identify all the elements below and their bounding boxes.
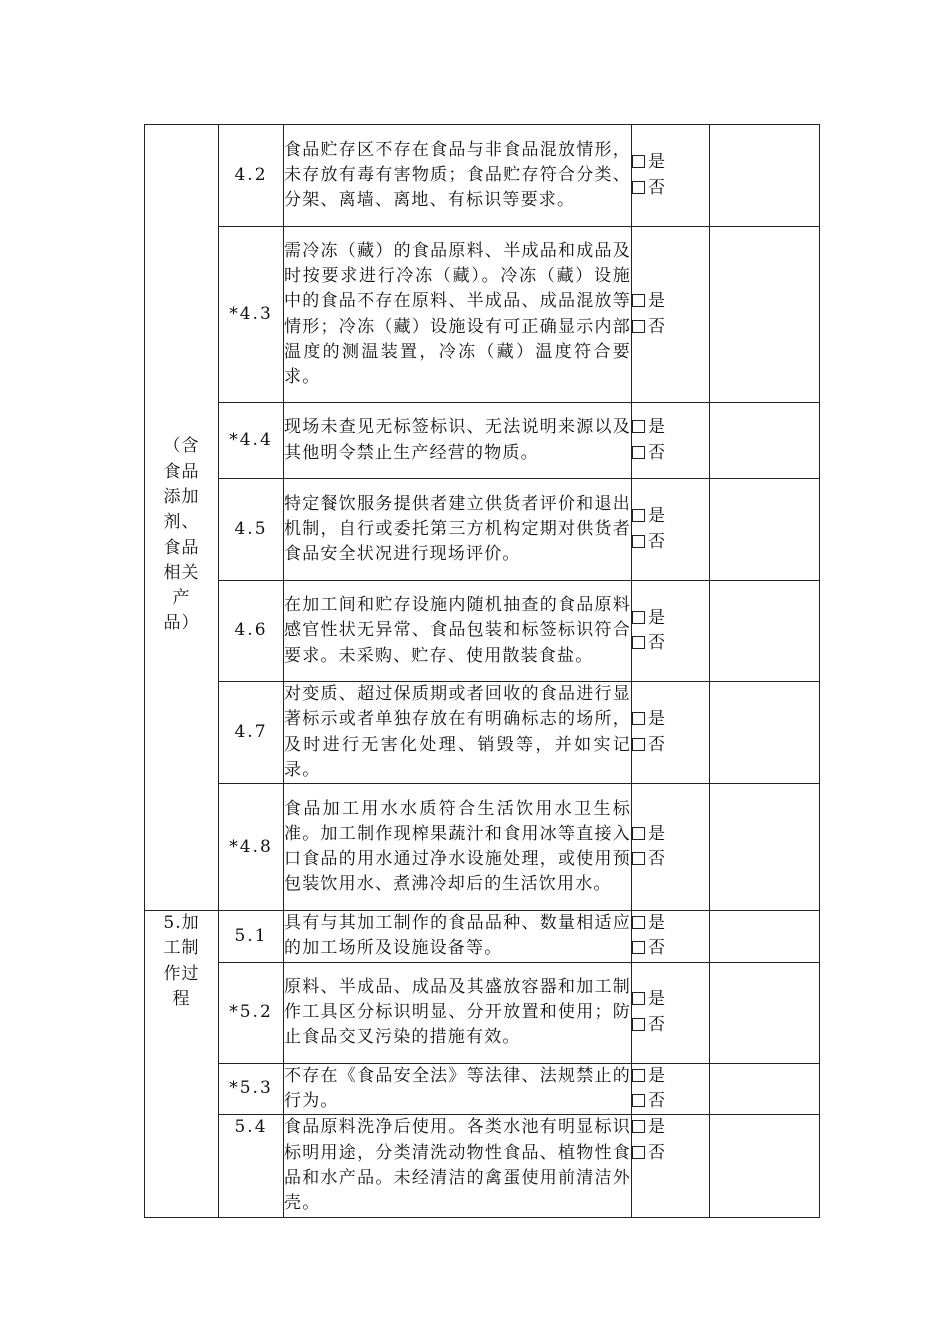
checkbox-icon <box>632 1146 645 1159</box>
checkbox-icon <box>632 852 645 865</box>
yes-checkbox[interactable] <box>632 707 709 732</box>
item-number: *5.2 <box>219 962 284 1063</box>
checkbox-icon <box>632 1120 645 1133</box>
checkbox-icon <box>632 420 645 433</box>
category-label: （含食品添加剂、食品相关产品） <box>163 436 200 634</box>
item-requirement: 现场未查见无标签标识、无法说明来源以及其他明令禁止生产经营的物质。 <box>284 403 632 479</box>
no-checkbox[interactable] <box>632 733 709 758</box>
answer-options <box>632 403 710 479</box>
checkbox-icon <box>632 509 645 522</box>
yes-label: 是 <box>648 506 665 527</box>
item-requirement: 食品贮存区不存在食品与非食品混放情形，未存放有毒有害物质；食品贮存符合分类、分架、离墙、离地、有标识等要求。 <box>284 125 632 227</box>
answer-options <box>632 911 710 963</box>
remarks-cell[interactable] <box>710 227 820 403</box>
yes-label: 是 <box>648 417 665 438</box>
no-label: 否 <box>648 633 665 653</box>
checkbox-icon <box>632 992 645 1005</box>
answer-options <box>632 962 710 1063</box>
no-label: 否 <box>648 938 665 959</box>
checkbox-icon <box>632 1018 645 1031</box>
yes-label: 是 <box>648 989 665 1010</box>
no-label: 否 <box>648 734 665 755</box>
item-requirement: 原料、半成品、成品及其盛放容器和加工制作工具区分标识明显、分开放置和使用；防止食品交叉污染的措施有效。 <box>284 962 632 1063</box>
category-cell <box>145 125 219 911</box>
no-label: 否 <box>648 442 665 463</box>
answer-options <box>632 581 710 682</box>
item-number: *4.8 <box>219 784 284 911</box>
table-row <box>145 911 820 963</box>
checkbox-icon <box>632 320 645 333</box>
checkbox-icon <box>632 1094 645 1107</box>
table-row <box>145 479 820 581</box>
item-requirement: 需冷冻（藏）的食品原料、半成品和成品及时按要求进行冷冻（藏）。冷冻（藏）设施中的食品不存在原料、半成品、成品混放等情形；冷冻（藏）设施设有可正确显示内部温度的测温装置，冷冻（藏）温度符合要求。 <box>284 227 632 403</box>
checkbox-icon <box>632 535 645 548</box>
answer-options <box>632 1063 710 1115</box>
yes-label: 是 <box>648 607 665 628</box>
table-row <box>145 682 820 784</box>
category-cell <box>145 911 219 1217</box>
yes-label: 是 <box>648 823 665 844</box>
remarks-cell[interactable] <box>710 581 820 682</box>
no-label: 否 <box>648 177 665 198</box>
no-label: 否 <box>648 1014 665 1035</box>
checkbox-icon <box>632 827 645 840</box>
yes-label: 是 <box>648 709 665 730</box>
no-label: 否 <box>648 1091 665 1112</box>
item-requirement: 食品原料洗净后使用。各类水池有明显标识标明用途，分类清洗动物性食品、植物性食品和水产品。未经清洁的禽蛋使用前清洁外壳。 <box>284 1115 632 1217</box>
item-requirement: 在加工间和贮存设施内随机抽查的食品原料感官性状无异常、食品包装和标签标识符合要求。未采购、贮存、使用散装食盐。 <box>284 581 632 682</box>
remarks-cell[interactable] <box>710 403 820 479</box>
no-label: 否 <box>648 316 665 337</box>
remarks-cell[interactable] <box>710 682 820 784</box>
item-number: 4.7 <box>219 682 284 784</box>
inspection-checklist-table <box>144 124 820 1218</box>
table-row <box>145 227 820 403</box>
checkbox-icon <box>632 1069 645 1082</box>
item-requirement: 特定餐饮服务提供者建立供货者评价和退出机制，自行或委托第三方机构定期对供货者食品安全状况进行现场评价。 <box>284 479 632 581</box>
checkbox-icon <box>632 181 645 194</box>
yes-label: 是 <box>648 1065 665 1086</box>
answer-options <box>632 682 710 784</box>
item-number: 4.6 <box>219 581 284 682</box>
item-requirement: 具有与其加工制作的食品品种、数量相适应的加工场所及设施设备等。 <box>284 911 632 963</box>
table-row <box>145 1063 820 1115</box>
item-number: *4.3 <box>219 227 284 403</box>
item-number: *5.3 <box>219 1063 284 1115</box>
yes-checkbox[interactable] <box>632 289 709 314</box>
yes-label: 是 <box>648 913 665 934</box>
remarks-cell[interactable] <box>710 962 820 1063</box>
item-requirement: 不存在《食品安全法》等法律、法规禁止的行为。 <box>284 1063 632 1115</box>
answer-options <box>632 1115 710 1217</box>
no-checkbox[interactable] <box>632 441 709 466</box>
no-checkbox[interactable] <box>632 315 709 340</box>
remarks-cell[interactable] <box>710 1115 820 1217</box>
no-checkbox[interactable] <box>632 530 709 555</box>
yes-checkbox[interactable] <box>632 415 709 440</box>
item-number: 4.2 <box>219 125 284 227</box>
yes-checkbox[interactable] <box>632 606 709 631</box>
checkbox-icon <box>632 611 645 624</box>
item-number: *4.4 <box>219 403 284 479</box>
checkbox-icon <box>632 636 645 649</box>
table-row <box>145 125 820 227</box>
no-checkbox[interactable] <box>632 1089 709 1114</box>
yes-label: 是 <box>648 1117 665 1138</box>
item-number: 5.4 <box>219 1115 284 1217</box>
yes-checkbox[interactable] <box>632 987 709 1012</box>
no-label: 否 <box>648 531 665 552</box>
item-requirement: 对变质、超过保质期或者回收的食品进行显著标示或者单独存放在有明确标志的场所，及时进行无害化处理、销毁等，并如实记录。 <box>284 682 632 784</box>
answer-options <box>632 784 710 911</box>
item-number: 5.1 <box>219 911 284 963</box>
table-row <box>145 962 820 1063</box>
yes-checkbox[interactable] <box>632 504 709 529</box>
answer-options <box>632 227 710 403</box>
checkbox-icon <box>632 155 645 168</box>
checkbox-icon <box>632 446 645 459</box>
item-number: 4.5 <box>219 479 284 581</box>
answer-options <box>632 479 710 581</box>
table-row <box>145 581 820 682</box>
no-checkbox[interactable] <box>632 176 709 201</box>
no-label: 否 <box>648 849 665 870</box>
table-row <box>145 1115 820 1217</box>
remarks-cell[interactable] <box>710 911 820 963</box>
yes-checkbox[interactable] <box>632 1115 709 1140</box>
answer-options <box>632 125 710 227</box>
remarks-cell[interactable] <box>710 479 820 581</box>
no-checkbox[interactable] <box>632 631 709 656</box>
yes-checkbox[interactable] <box>632 1064 709 1089</box>
remarks-cell[interactable] <box>710 125 820 227</box>
no-checkbox[interactable] <box>632 847 709 872</box>
yes-checkbox[interactable] <box>632 911 709 936</box>
yes-label: 是 <box>648 152 665 173</box>
checkbox-icon <box>632 712 645 725</box>
table-row <box>145 784 820 911</box>
no-checkbox[interactable] <box>632 1141 709 1166</box>
category-label: 5.加工制作过程 <box>163 913 200 1010</box>
checkbox-icon <box>632 941 645 954</box>
table-row <box>145 403 820 479</box>
item-requirement: 食品加工用水水质符合生活饮用水卫生标准。加工制作现榨果蔬汁和食用冰等直接入口食品的用水通过净水设施处理，或使用预包装饮用水、煮沸冷却后的生活饮用水。 <box>284 784 632 911</box>
no-label: 否 <box>648 1142 665 1163</box>
no-checkbox[interactable] <box>632 1013 709 1038</box>
yes-label: 是 <box>648 291 665 312</box>
yes-checkbox[interactable] <box>632 150 709 175</box>
yes-checkbox[interactable] <box>632 822 709 847</box>
checkbox-icon <box>632 294 645 307</box>
remarks-cell[interactable] <box>710 784 820 911</box>
checkbox-icon <box>632 916 645 929</box>
checkbox-icon <box>632 738 645 751</box>
no-checkbox[interactable] <box>632 936 709 961</box>
remarks-cell[interactable] <box>710 1063 820 1115</box>
